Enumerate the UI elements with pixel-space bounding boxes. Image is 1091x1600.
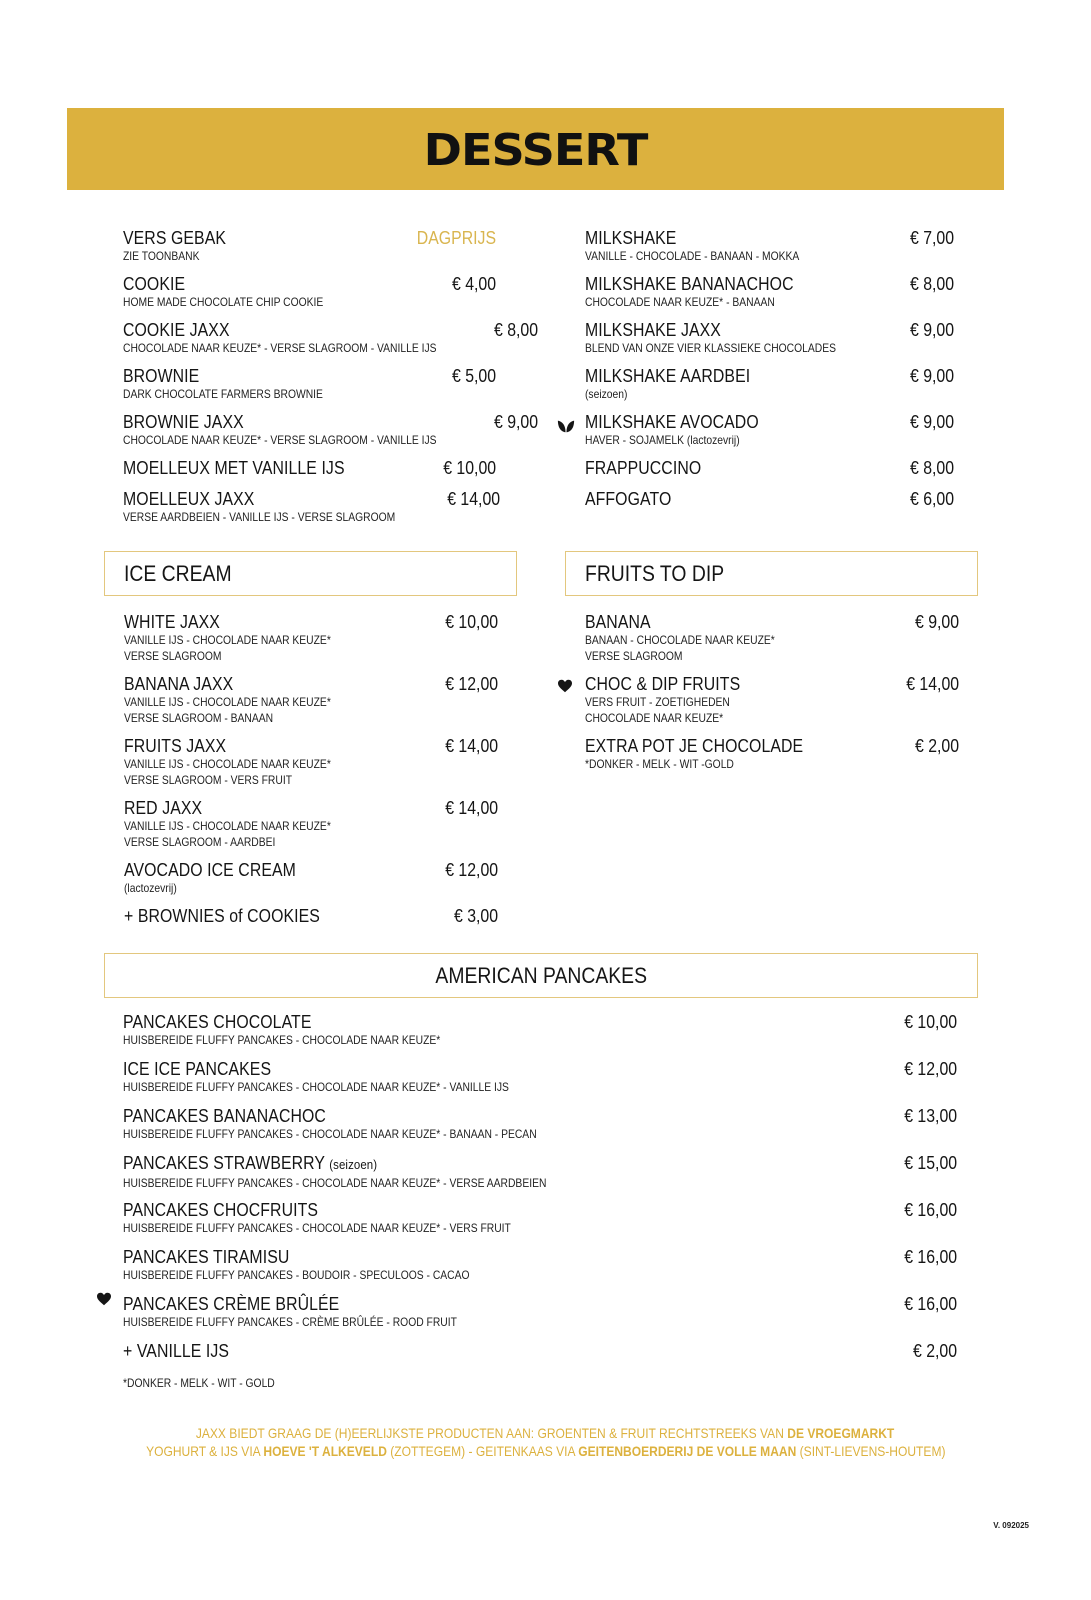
- item-desc: VERSE SLAGROOM - AARDBEI: [124, 835, 276, 849]
- vegan-leaf-icon: [557, 418, 575, 434]
- item-desc: VERSE SLAGROOM - VERS FRUIT: [124, 773, 293, 787]
- menu-item: [123, 1200, 957, 1247]
- item-desc: BLEND VAN ONZE VIER KLASSIEKE CHOCOLADES: [585, 341, 837, 355]
- item-price: € 8,00: [493, 320, 538, 340]
- item-desc: CHOCOLADE NAAR KEUZE* - VERSE SLAGROOM - VANILLE IJS: [123, 433, 437, 447]
- item-name: FRAPPUCCINO: [585, 458, 702, 478]
- item-name: COOKIE JAXX: [123, 320, 230, 340]
- item-desc: BANAAN - CHOCOLADE NAAR KEUZE*: [585, 633, 775, 647]
- menu-item: [585, 674, 959, 736]
- item-price: € 9,00: [909, 366, 954, 386]
- menu-item: [585, 412, 954, 458]
- item-price: € 2,00: [912, 1341, 957, 1361]
- item-desc: (lactozevrij): [124, 881, 177, 895]
- item-name: + BROWNIES of COOKIES: [124, 906, 320, 926]
- menu-item: [123, 458, 496, 489]
- item-price: € 14,00: [445, 736, 498, 756]
- fruits-to-dip-list: [585, 612, 959, 782]
- item-price: € 16,00: [904, 1247, 957, 1267]
- item-name: AFFOGATO: [585, 489, 672, 509]
- item-price: € 12,00: [445, 860, 498, 880]
- sourcing-text: (SINT-LIEVENS-HOUTEM): [796, 1443, 946, 1459]
- item-desc: CHOCOLADE NAAR KEUZE*: [585, 711, 724, 725]
- item-name: MILKSHAKE AARDBEI: [585, 366, 751, 386]
- menu-item: [123, 489, 500, 535]
- menu-item: [124, 612, 498, 674]
- item-name-text: PANCAKES STRAWBERRY: [123, 1153, 325, 1173]
- menu-item: [123, 320, 538, 366]
- item-price: € 9,00: [914, 612, 959, 632]
- menu-item: [123, 1059, 957, 1106]
- item-price: € 10,00: [445, 612, 498, 632]
- sourcing-line-1: [0, 1424, 1091, 1442]
- item-desc: VANILLE IJS - CHOCOLADE NAAR KEUZE*: [124, 695, 331, 709]
- item-name-text: ICE ICE PANCAKES: [123, 1059, 272, 1079]
- menu-item: [585, 489, 954, 520]
- pancakes-list: [123, 1012, 957, 1371]
- item-desc: HUISBEREIDE FLUFFY PANCAKES - CHOCOLADE NAAR KEUZE* - VERSE AARDBEIEN: [123, 1176, 547, 1190]
- item-name: VERS GEBAK: [123, 228, 227, 248]
- item-desc: HUISBEREIDE FLUFFY PANCAKES - CHOCOLADE NAAR KEUZE* - BANAAN - PECAN: [123, 1127, 537, 1141]
- item-desc: VERSE SLAGROOM - BANAAN: [124, 711, 274, 725]
- item-name: MOELLEUX MET VANILLE IJS: [123, 458, 345, 478]
- item-name: BANANA JAXX: [124, 674, 234, 694]
- item-price: € 14,00: [445, 798, 498, 818]
- fruits-to-dip-header: [565, 551, 978, 596]
- item-price: € 12,00: [445, 674, 498, 694]
- item-price: € 6,00: [909, 489, 954, 509]
- item-desc: CHOCOLADE NAAR KEUZE* - BANAAN: [585, 295, 775, 309]
- menu-item: [585, 612, 959, 674]
- ice-cream-header: [104, 551, 517, 596]
- item-desc: (seizoen): [585, 387, 628, 401]
- item-desc: HAVER - SOJAMELK (lactozevrij): [585, 433, 740, 447]
- item-name: [123, 1294, 465, 1314]
- item-name: BROWNIE: [123, 366, 200, 386]
- item-price: € 4,00: [451, 274, 496, 294]
- item-name-text: PANCAKES CRÈME BRÛLÉE: [123, 1294, 340, 1314]
- item-desc: HOME MADE CHOCOLATE CHIP COOKIE: [123, 295, 324, 309]
- menu-item: [123, 228, 496, 274]
- item-name: [123, 1247, 478, 1267]
- item-desc: HUISBEREIDE FLUFFY PANCAKES - CHOCOLADE NAAR KEUZE* - VANILLE IJS: [123, 1080, 509, 1094]
- heart-icon: [557, 679, 573, 693]
- item-price: DAGPRIJS: [416, 228, 496, 248]
- sourcing-line-2: [0, 1442, 1091, 1460]
- item-name: RED JAXX: [124, 798, 203, 818]
- item-price: € 8,00: [909, 274, 954, 294]
- menu-item: [585, 228, 954, 274]
- item-name: COOKIE: [123, 274, 186, 294]
- section-title: ICE CREAM: [124, 560, 232, 586]
- menu-item: [123, 274, 496, 320]
- item-name: MILKSHAKE BANANACHOC: [585, 274, 794, 294]
- item-price: € 9,00: [493, 412, 538, 432]
- menu-item: [124, 674, 498, 736]
- item-desc: VERSE SLAGROOM: [124, 649, 222, 663]
- item-desc: HUISBEREIDE FLUFFY PANCAKES - BOUDOIR - SPECULOOS - CACAO: [123, 1268, 470, 1282]
- item-name: MILKSHAKE AVOCADO: [585, 412, 759, 432]
- supplier-name: DE VROEGMARKT: [787, 1425, 895, 1441]
- item-price: € 15,00: [904, 1153, 957, 1173]
- section-title: AMERICAN PANCAKES: [435, 962, 647, 988]
- item-name: FRUITS JAXX: [124, 736, 227, 756]
- menu-item: [124, 736, 498, 798]
- item-price: € 13,00: [904, 1106, 957, 1126]
- supplier-name: GEITENBOERDERIJ DE VOLLE MAAN: [577, 1443, 797, 1459]
- item-name: BROWNIE JAXX: [123, 412, 244, 432]
- section-title: FRUITS TO DIP: [585, 560, 725, 586]
- menu-item: [124, 906, 498, 936]
- season-note: (seizoen): [329, 1157, 378, 1172]
- item-price: € 16,00: [904, 1294, 957, 1314]
- item-name-text: PANCAKES CHOCFRUITS: [123, 1200, 319, 1220]
- item-price: € 10,00: [904, 1012, 957, 1032]
- item-price: € 7,00: [909, 228, 954, 248]
- menu-item: [123, 1012, 957, 1059]
- menu-item: [585, 274, 954, 320]
- item-desc: VERSE AARDBEIEN - VANILLE IJS - VERSE SLAGROOM: [123, 510, 396, 524]
- menu-item: [585, 320, 954, 366]
- menu-item: [123, 1106, 957, 1153]
- sourcing-text: (ZOTTEGEM) - GEITENKAAS VIA: [386, 1443, 578, 1459]
- sourcing-text: JAXX BIEDT GRAAG DE (H)EERLIJKSTE PRODUCTEN AAN: GROENTEN & FRUIT RECHTSTREEKS VAN: [196, 1425, 788, 1441]
- item-name: [123, 1153, 556, 1175]
- version-label: V. 092025: [993, 1521, 1029, 1530]
- item-price: € 9,00: [909, 320, 954, 340]
- item-name-text: + VANILLE IJS: [123, 1341, 230, 1361]
- item-name: MILKSHAKE JAXX: [585, 320, 721, 340]
- supplier-name: HOEVE 'T ALKEVELD: [263, 1443, 387, 1459]
- item-name: EXTRA POT JE CHOCOLADE: [585, 736, 804, 756]
- item-name: WHITE JAXX: [124, 612, 220, 632]
- item-price: € 12,00: [904, 1059, 957, 1079]
- item-price: € 14,00: [906, 674, 959, 694]
- item-name: AVOCADO ICE CREAM: [124, 860, 296, 880]
- menu-item: [123, 366, 496, 412]
- item-desc: ZIE TOONBANK: [123, 249, 200, 263]
- item-price: € 16,00: [904, 1200, 957, 1220]
- page-title: DESSERT: [423, 124, 648, 176]
- item-desc: HUISBEREIDE FLUFFY PANCAKES - CHOCOLADE NAAR KEUZE* - VERS FRUIT: [123, 1221, 511, 1235]
- item-price: € 8,00: [909, 458, 954, 478]
- menu-item: [585, 458, 954, 489]
- menu-item: [123, 1341, 957, 1371]
- menu-item: [123, 1294, 957, 1341]
- item-name-text: PANCAKES BANANACHOC: [123, 1106, 326, 1126]
- item-desc: VERS FRUIT - ZOETIGHEDEN: [585, 695, 730, 709]
- item-name: CHOC & DIP FRUITS: [585, 674, 741, 694]
- item-name: [123, 1106, 546, 1126]
- item-desc: *DONKER - MELK - WIT -GOLD: [585, 757, 734, 771]
- item-name: [123, 1059, 518, 1079]
- menu-item: [124, 860, 498, 906]
- item-desc: VANILLE IJS - CHOCOLADE NAAR KEUZE*: [124, 633, 331, 647]
- menu-item: [585, 366, 954, 412]
- item-desc: HUISBEREIDE FLUFFY PANCAKES - CRÈME BRÛLÉE - ROOD FRUIT: [123, 1315, 457, 1329]
- item-name: [123, 1341, 229, 1361]
- menu-item: [123, 1153, 957, 1200]
- item-name: MOELLEUX JAXX: [123, 489, 255, 509]
- item-price: € 10,00: [443, 458, 496, 478]
- item-desc: VERSE SLAGROOM: [585, 649, 683, 663]
- menu-item: [124, 798, 498, 860]
- chocolate-footnote: *DONKER - MELK - WIT - GOLD: [123, 1376, 275, 1390]
- item-desc: VANILLE IJS - CHOCOLADE NAAR KEUZE*: [124, 819, 331, 833]
- menu-item: [123, 1247, 957, 1294]
- item-desc: VANILLE - CHOCOLADE - BANAAN - MOKKA: [585, 249, 800, 263]
- item-desc: DARK CHOCOLATE FARMERS BROWNIE: [123, 387, 323, 401]
- item-desc: VANILLE IJS - CHOCOLADE NAAR KEUZE*: [124, 757, 331, 771]
- item-name: [123, 1012, 448, 1032]
- item-desc: HUISBEREIDE FLUFFY PANCAKES - CHOCOLADE NAAR KEUZE*: [123, 1033, 441, 1047]
- menu-item: [123, 412, 538, 458]
- menu-item: [585, 736, 959, 782]
- item-name: BANANA: [585, 612, 651, 632]
- item-name-text: PANCAKES TIRAMISU: [123, 1247, 290, 1267]
- item-price: € 5,00: [451, 366, 496, 386]
- desserts-list: [123, 228, 538, 535]
- item-price: € 2,00: [914, 736, 959, 756]
- heart-icon: [96, 1292, 112, 1306]
- sourcing-text: YOGHURT & IJS VIA: [145, 1443, 264, 1459]
- item-price: € 3,00: [453, 906, 498, 926]
- ice-cream-list: [124, 612, 498, 936]
- item-desc: CHOCOLADE NAAR KEUZE* - VERSE SLAGROOM - VANILLE IJS: [123, 341, 437, 355]
- item-price: € 9,00: [909, 412, 954, 432]
- pancakes-header: [104, 953, 978, 998]
- title-banner: [67, 108, 1004, 190]
- item-name: MILKSHAKE: [585, 228, 677, 248]
- item-name: [123, 1200, 520, 1220]
- item-price: € 14,00: [446, 489, 500, 509]
- drinks-list: [585, 228, 954, 520]
- item-name-text: PANCAKES CHOCOLATE: [123, 1012, 312, 1032]
